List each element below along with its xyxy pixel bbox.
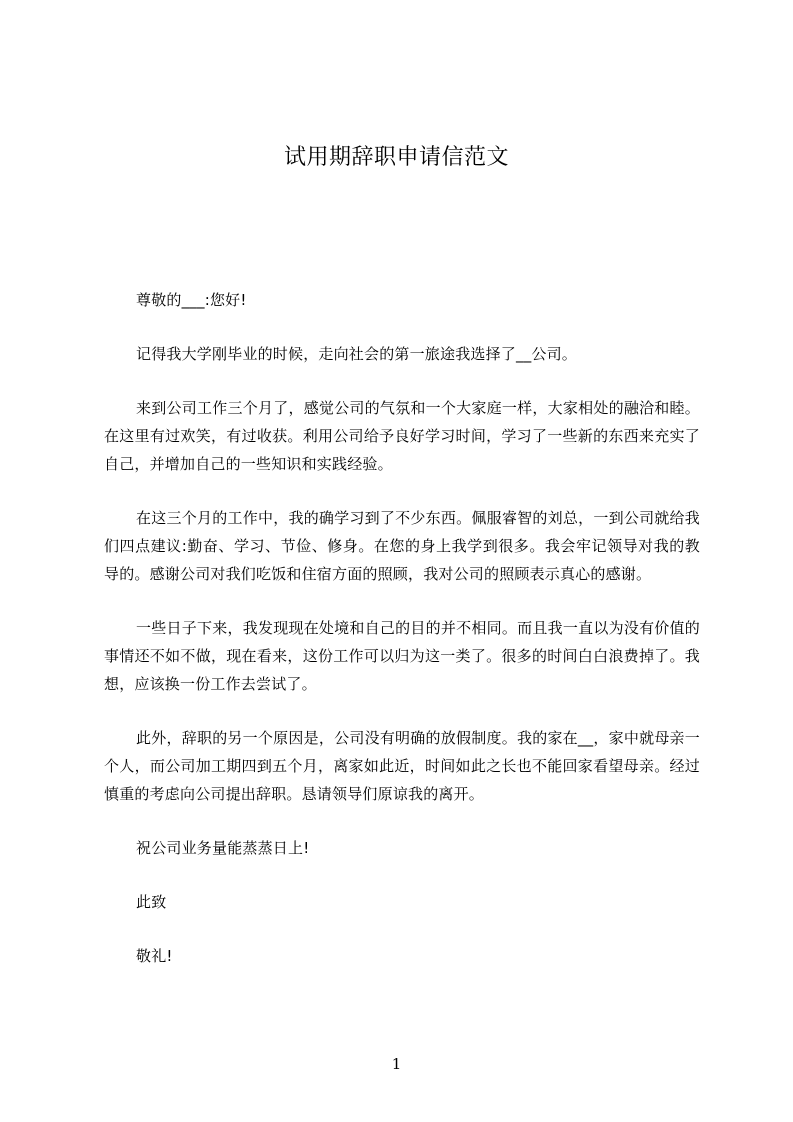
paragraph-intro: 记得我大学刚毕业的时候，走向社会的第一旅途我选择了__公司。 [136,345,578,363]
letter-body [104,286,700,996]
paragraph-reason-one: 一些日子下来，我发现现在处境和自己的目的并不相同。而且我一直以为没有价值的事情还不如不做，现在看来，这份工作可以归为这一类了。很多的时间白白浪费掉了。我想，应该换一份工作去尝试了。 [104,619,700,693]
closing-jingli: 敬礼! [136,947,173,965]
closing-zhizhi: 此致 [136,893,167,911]
closing-wish: 祝公司业务量能蒸蒸日上! [136,839,310,857]
paragraph-reason-two: 此外，辞职的另一个原因是，公司没有明确的放假制度。我的家在__，家中就母亲一个人，而公司加工期四到五个月，离家如此近，时间如此之长也不能回家看望母亲。经过慎重的考虑向公司提出辞职。恳请领导们原谅我的离开。 [104,729,700,803]
salutation: 尊敬的___:您好! [136,291,247,309]
paragraph-learning: 在这三个月的工作中，我的确学习到了不少东西。佩服睿智的刘总，一到公司就给我们四点建议:勤奋、学习、节俭、修身。在您的身上我学到很多。我会牢记领导对我的教导的。感谢公司对我们吃饭和住宿方面的照顾，我对公司的照顾表示真心的感谢。 [104,509,700,583]
paragraph-work-experience: 来到公司工作三个月了，感觉公司的气氛和一个大家庭一样，大家相处的融洽和睦。在这里有过欢笑，有过收获。利用公司给予良好学习时间，学习了一些新的东西来充实了自己，并增加自己的一些知识和实践经验。 [104,399,700,473]
document-title: 试用期辞职申请信范文 [283,145,509,170]
page-number: 1 [391,1055,402,1073]
